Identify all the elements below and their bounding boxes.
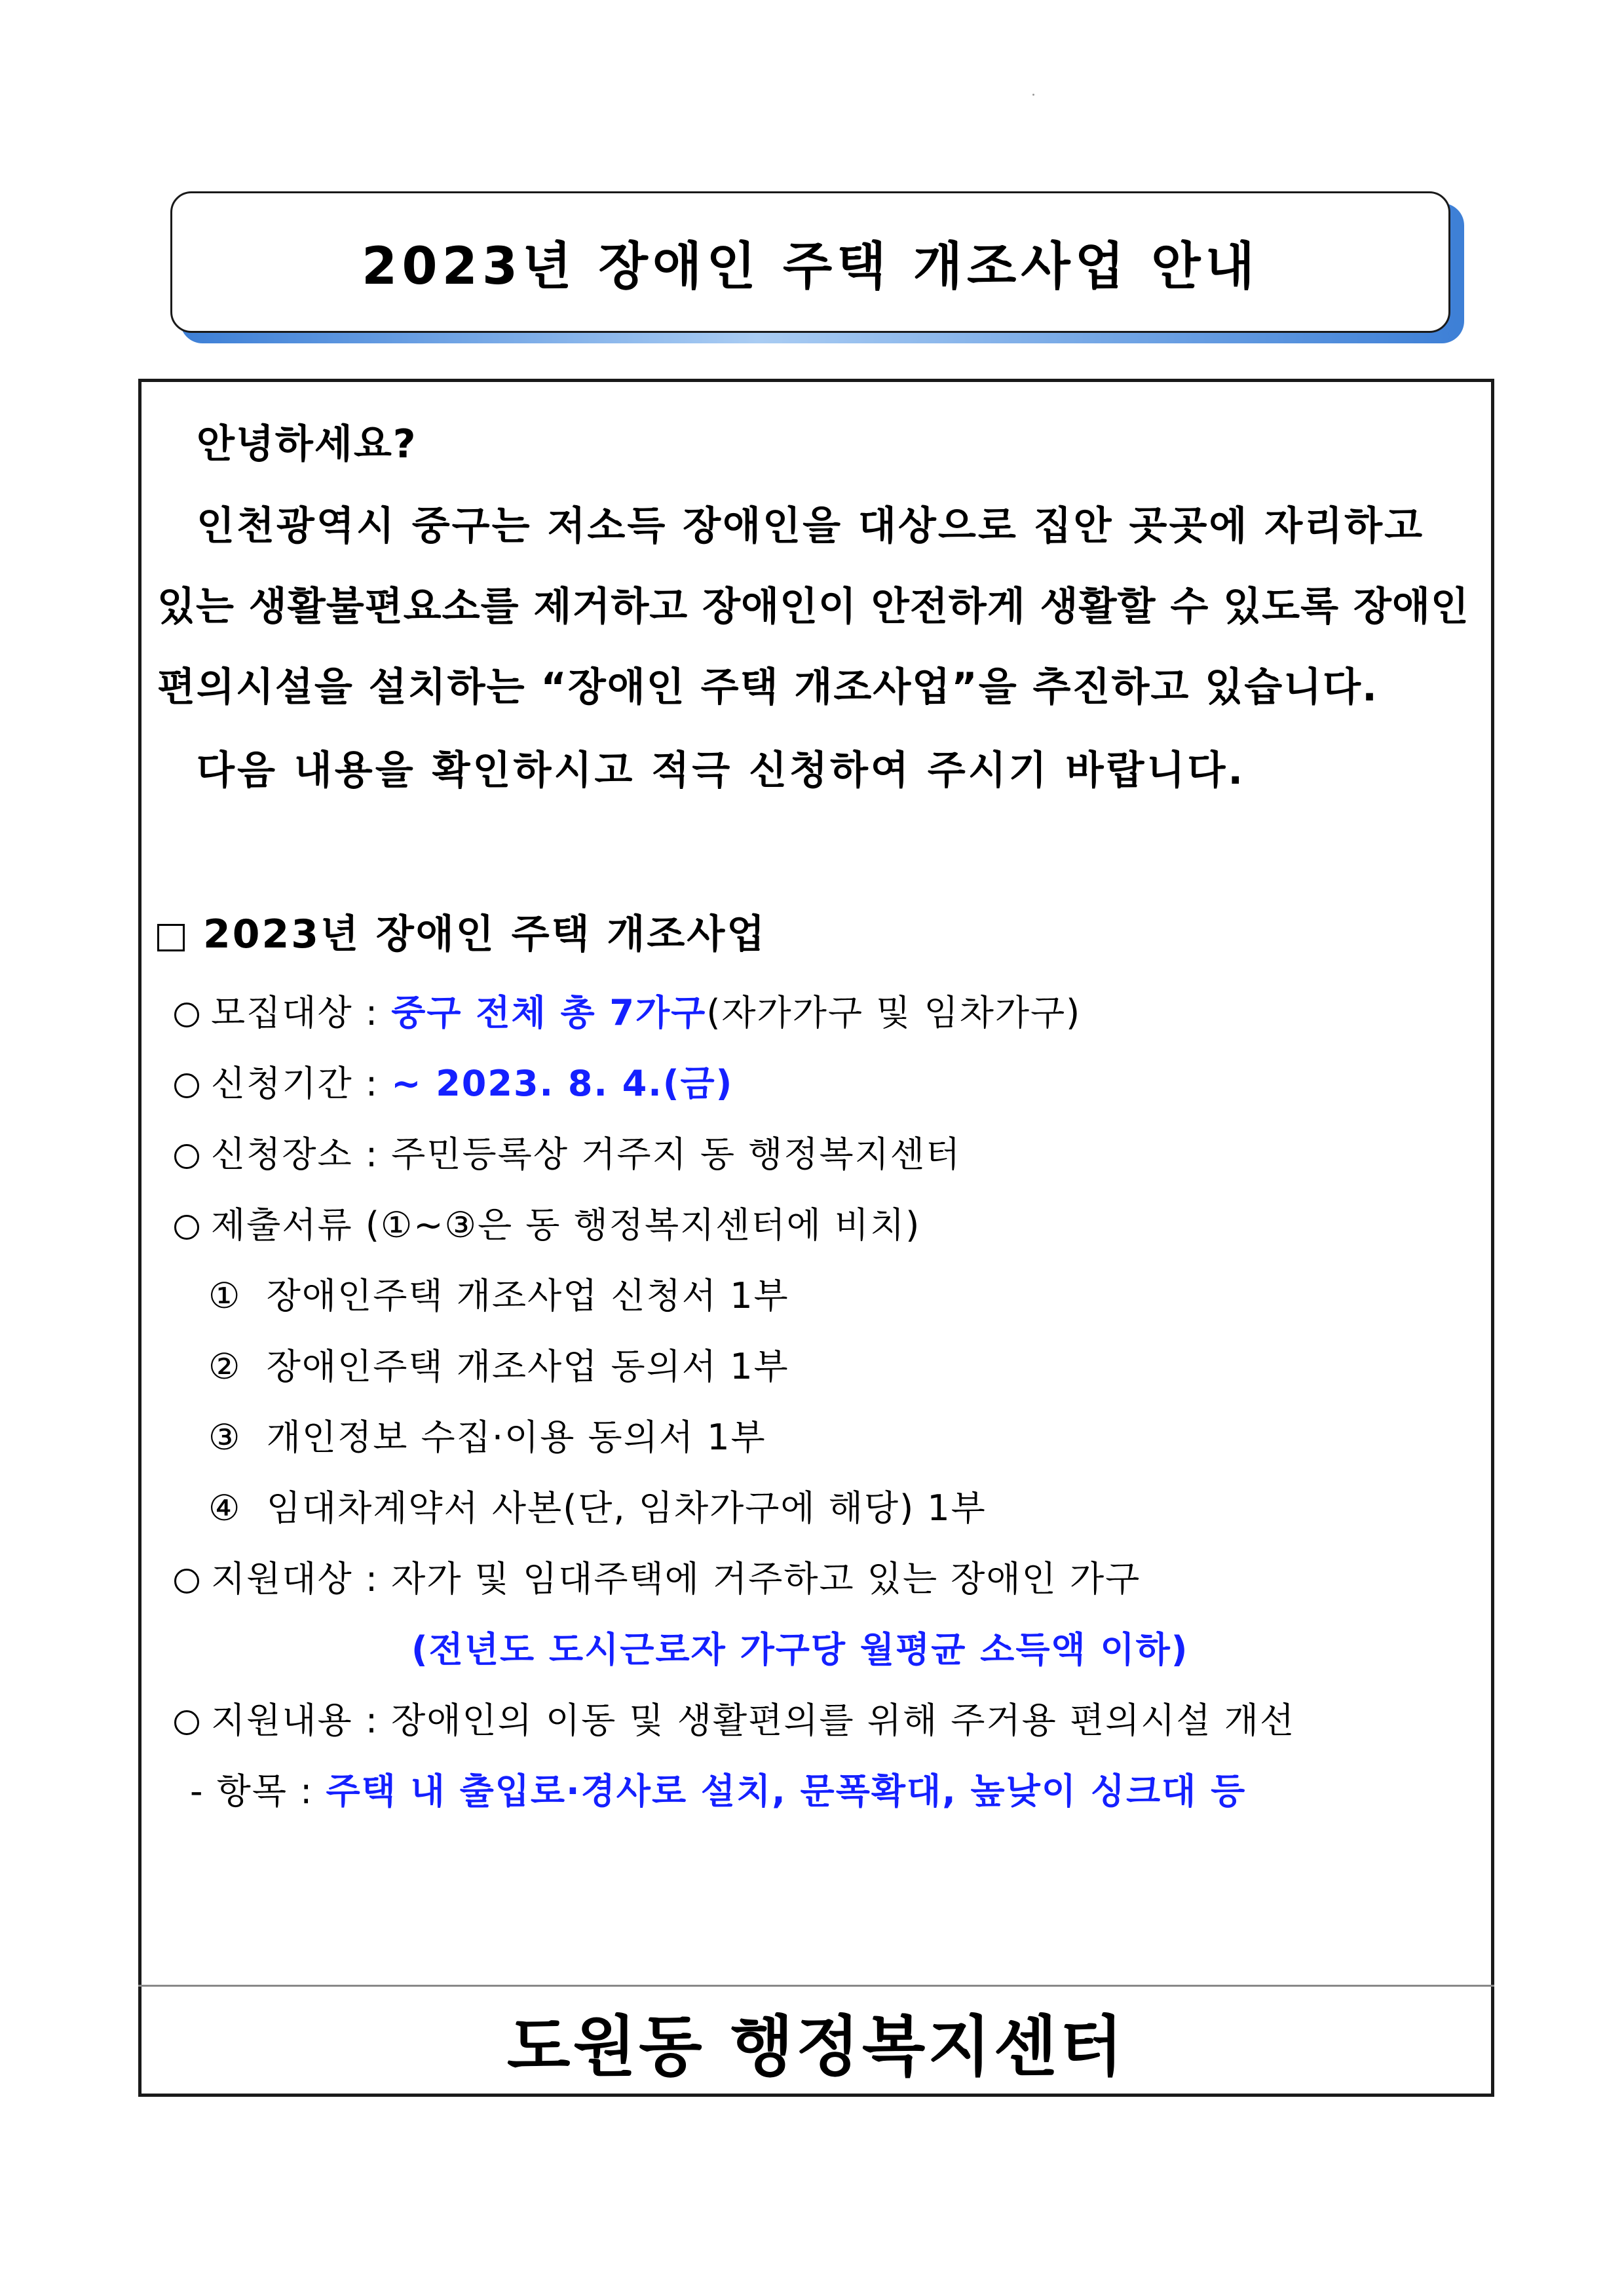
circle-bullet-icon [174, 1003, 199, 1027]
circle-bullet-icon [174, 1215, 199, 1240]
target-note: (전년도 도시근로자 가구당 월평균 소득액 이하) [411, 1629, 1189, 1670]
circle-bullet-icon [174, 1073, 199, 1098]
recruit-note: (자가가구 및 임차가구) [706, 992, 1082, 1033]
place-row [174, 1131, 961, 1178]
recruit-row [174, 989, 1081, 1037]
content-row [174, 1697, 1295, 1744]
intro-line-2: 있는 생활불편요소를 제거하고 장애인이 안전하게 생활할 수 있도록 장애인 [157, 584, 1469, 630]
doc-item-4: ④ 임대차계약서 사본(단, 임차가구에 해당) 1부 [208, 1487, 987, 1529]
target-text: 지원대상 : 자가 및 임대주택에 거주하고 있는 장애인 가구 [211, 1558, 1141, 1599]
doc-item-3: ③ 개인정보 수집·이용 동의서 1부 [208, 1417, 766, 1458]
section-heading-text: 2023년 장애인 주택 개조사업 [203, 911, 767, 957]
circle-bullet-icon [174, 1569, 199, 1594]
circle-bullet-icon [174, 1710, 199, 1735]
target-row [174, 1556, 1141, 1603]
docs-row [174, 1202, 920, 1249]
doc-item-1: ① 장애인주택 개조사업 신청서 1부 [208, 1275, 789, 1316]
place-text: 신청장소 : 주민등록상 거주지 동 행정복지센터 [211, 1134, 962, 1175]
title-banner [170, 191, 1450, 333]
period-row [174, 1060, 733, 1107]
footer-divider [138, 1985, 1494, 1987]
period-label: 신청기간 : [211, 1063, 392, 1104]
doc-item-2: ② 장애인주택 개조사업 동의서 1부 [208, 1346, 789, 1387]
intro-line-3: 편의시설을 설치하는 “장애인 주택 개조사업”을 추진하고 있습니다. [157, 664, 1378, 710]
intro-line-4: 다음 내용을 확인하시고 적극 신청하여 주시기 바랍니다. [197, 748, 1246, 794]
items-row [190, 1768, 1246, 1815]
square-bullet-icon [157, 924, 185, 951]
docs-label: 제출서류 (①~③은 동 행정복지센터에 비치) [211, 1204, 921, 1246]
recruit-label: 모집대상 : [211, 992, 392, 1033]
content-text: 지원내용 : 장애인의 이동 및 생활편의를 위해 주거용 편의시설 개선 [211, 1700, 1296, 1741]
items-value: 주택 내 출입로·경사로 설치, 문폭확대, 높낮이 싱크대 등 [326, 1770, 1247, 1812]
footer-organization: 도원동 행정복지센터 [506, 2008, 1126, 2085]
recruit-highlight: 중구 전체 총 7가구 [391, 992, 707, 1033]
section-heading [157, 911, 766, 958]
period-value: ~ 2023. 8. 4.(금) [391, 1063, 734, 1104]
page-title: 2023년 장애인 주택 개조사업 안내 [362, 237, 1259, 296]
greeting: 안녕하세요? [197, 421, 417, 467]
intro-line-1: 인천광역시 중구는 저소득 장애인을 대상으로 집안 곳곳에 자리하고 [197, 503, 1425, 549]
stray-dot [1032, 94, 1034, 96]
circle-bullet-icon [174, 1144, 199, 1169]
items-label: - 항목 : [190, 1770, 326, 1812]
